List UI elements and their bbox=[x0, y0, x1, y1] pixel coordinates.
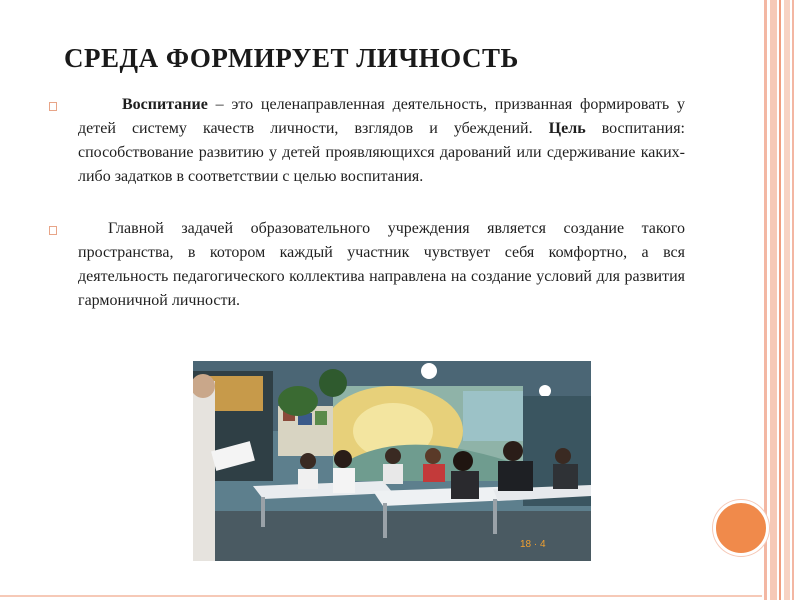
term-upbringing: Воспитание bbox=[122, 96, 208, 113]
decorative-stripe bbox=[770, 0, 777, 600]
classroom-photo bbox=[193, 361, 591, 561]
bullet-icon bbox=[49, 226, 57, 235]
decorative-stripe bbox=[784, 0, 790, 600]
decorative-stripe bbox=[779, 0, 781, 600]
paragraph-text: Главной задачей образовательного учреждения является создание такого пространства, в котором каждый участник чувствует себя комфортно, а вся деятельность педагогического коллектива направлена на создание условий для развития гармоничной личности. bbox=[78, 220, 685, 309]
decorative-stripe bbox=[764, 0, 767, 600]
decorative-bottom-line bbox=[0, 595, 762, 597]
term-goal: Цель bbox=[548, 120, 586, 137]
bullet-icon bbox=[49, 102, 57, 111]
decorative-circle bbox=[713, 500, 769, 556]
bullet-paragraph-1 bbox=[78, 93, 685, 189]
decorative-stripe bbox=[792, 0, 794, 600]
bullet-paragraph-2 bbox=[78, 217, 685, 313]
photo-date-stamp: 18 · 4 bbox=[520, 539, 546, 550]
slide-title: СРЕДА ФОРМИРУЕТ ЛИЧНОСТЬ bbox=[64, 43, 519, 73]
paragraph-text: воспитания: способствование развитию у детей проявляющихся дарований или сдерживание каких-либо задатков в соответствии с целью воспитания. bbox=[78, 120, 685, 185]
paragraph-text: – это целенаправленная деятельность, призванная формировать у детей систему качеств личности, взглядов и убеждений. bbox=[78, 96, 685, 137]
